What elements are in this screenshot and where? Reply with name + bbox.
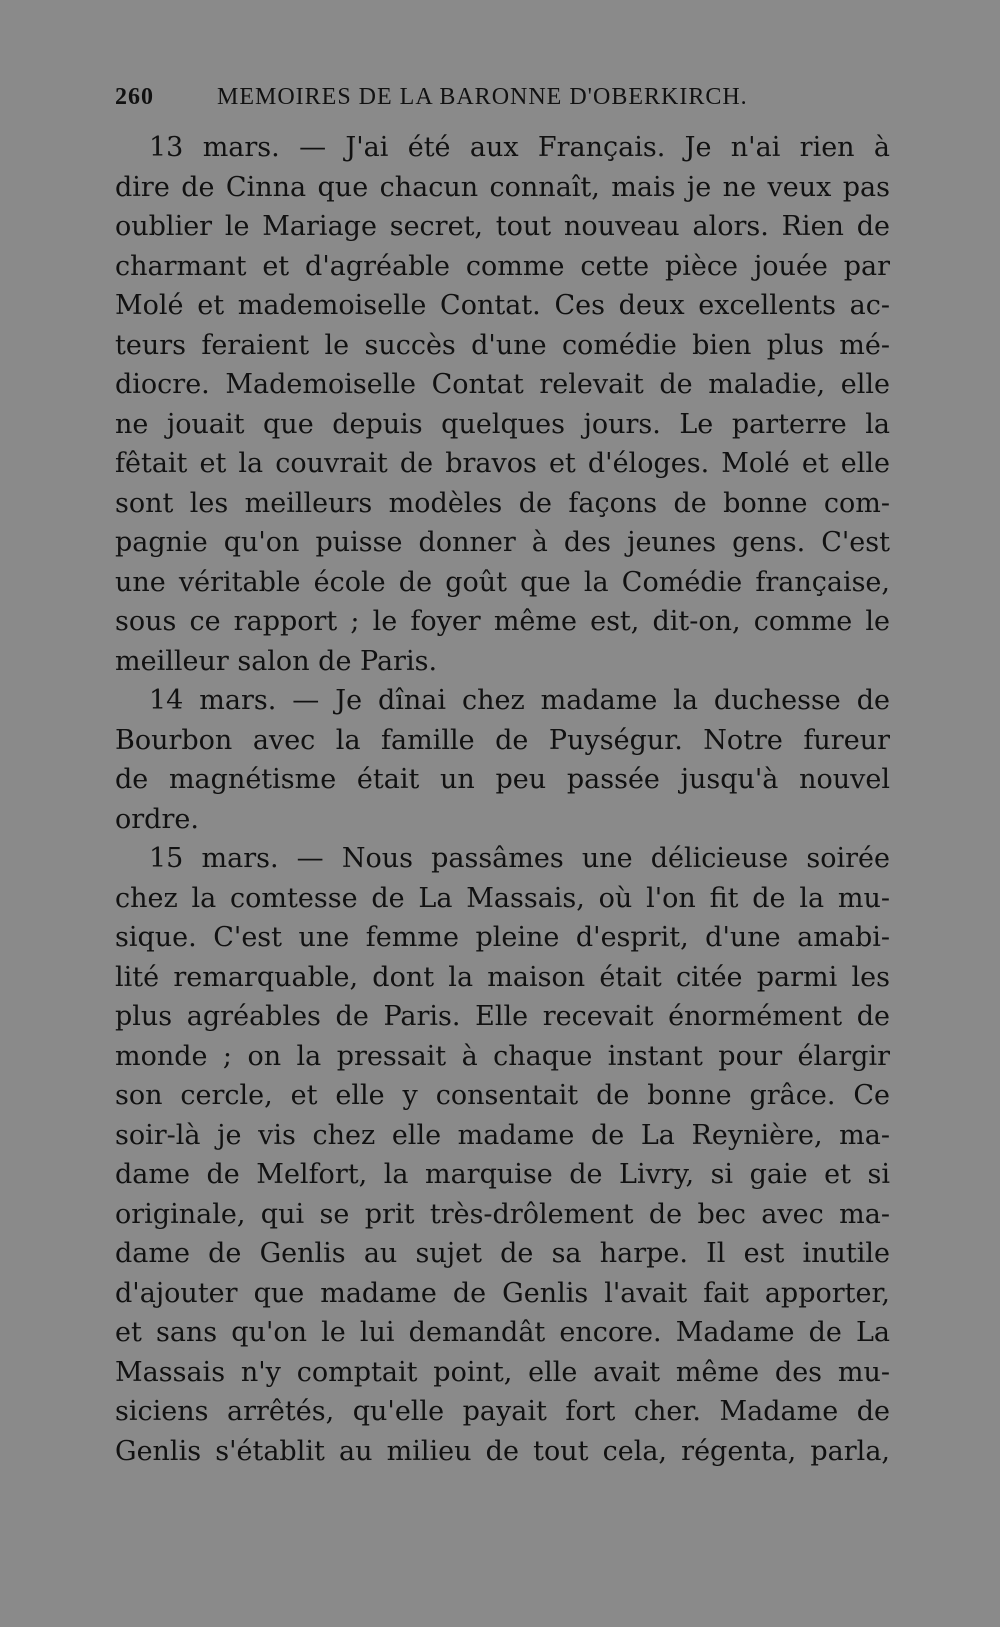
text-line: dire de Cinna que chacun connaît, mais je ne veux pas	[115, 171, 890, 203]
text-line: dame de Genlis au sujet de sa harpe. Il est inutile	[115, 1238, 890, 1269]
text-line: Molé et mademoiselle Contat. Ces deux excellents ac-	[115, 290, 890, 321]
text-line: oublier le Mariage secret, tout nouveau alors. Rien de	[115, 211, 890, 242]
text-line: sont les meilleurs modèles de façons de bonne com-	[115, 487, 890, 519]
body-text	[115, 128, 890, 1471]
text-line: originale, qui se prit très-drôlement de bec avec ma-	[115, 1198, 890, 1230]
text-line: teurs feraient le succès d'une comédie bien plus mé-	[115, 329, 890, 361]
text-line: de magnétisme était un peu passée jusqu'à nouvel	[115, 764, 890, 795]
text-line: Massais n'y comptait point, elle avait même des mu-	[115, 1356, 890, 1388]
text-line: son cercle, et elle y consentait de bonne grâce. Ce	[115, 1080, 890, 1111]
text-line: Genlis s'établit au milieu de tout cela, régenta, parla,	[115, 1435, 890, 1467]
text-line: dame de Melfort, la marquise de Livry, si gaie et si	[115, 1159, 890, 1190]
text-line: sous ce rapport ; le foyer même est, dit-on, comme le	[115, 606, 890, 637]
text-line: lité remarquable, dont la maison était citée parmi les	[115, 961, 890, 993]
text-line: ne jouait que depuis quelques jours. Le parterre la	[115, 408, 890, 440]
text-line: fêtait et la couvrait de bravos et d'éloges. Molé et elle	[115, 448, 890, 479]
text-line: charmant et d'agréable comme cette pièce jouée par	[115, 250, 890, 282]
text-line: 13 mars. — J'ai été aux Français. Je n'ai rien à	[149, 132, 890, 163]
text-line: chez la comtesse de La Massais, où l'on fit de la mu-	[115, 882, 890, 914]
text-line: diocre. Mademoiselle Contat relevait de maladie, elle	[115, 369, 890, 400]
text-line: ordre.	[115, 803, 199, 835]
page-number: 260	[115, 84, 154, 110]
running-head: MEMOIRES DE LA BARONNE D'OBERKIRCH.	[217, 84, 748, 110]
text-line: d'ajouter que madame de Genlis l'avait fait apporter,	[115, 1277, 890, 1309]
text-line: pagnie qu'on puisse donner à des jeunes gens. C'est	[115, 527, 890, 558]
text-line: 14 mars. — Je dînai chez madame la duchesse de	[149, 685, 890, 716]
text-line: plus agréables de Paris. Elle recevait énormément de	[115, 1001, 890, 1032]
text-line: sique. C'est une femme pleine d'esprit, d'une amabi-	[115, 922, 890, 953]
page-header	[115, 80, 890, 114]
text-line: siciens arrêtés, qu'elle payait fort cher. Madame de	[115, 1396, 890, 1427]
text-line: meilleur salon de Paris.	[115, 645, 438, 677]
text-line: soir-là je vis chez elle madame de La Reynière, ma-	[115, 1119, 890, 1151]
text-line: et sans qu'on le lui demandât encore. Madame de La	[115, 1317, 890, 1348]
text-line: monde ; on la pressait à chaque instant pour élargir	[115, 1040, 890, 1072]
text-line: 15 mars. — Nous passâmes une délicieuse soirée	[149, 843, 890, 874]
text-line: Bourbon avec la famille de Puységur. Notre fureur	[115, 724, 890, 756]
text-line: une véritable école de goût que la Comédie française,	[115, 566, 890, 598]
